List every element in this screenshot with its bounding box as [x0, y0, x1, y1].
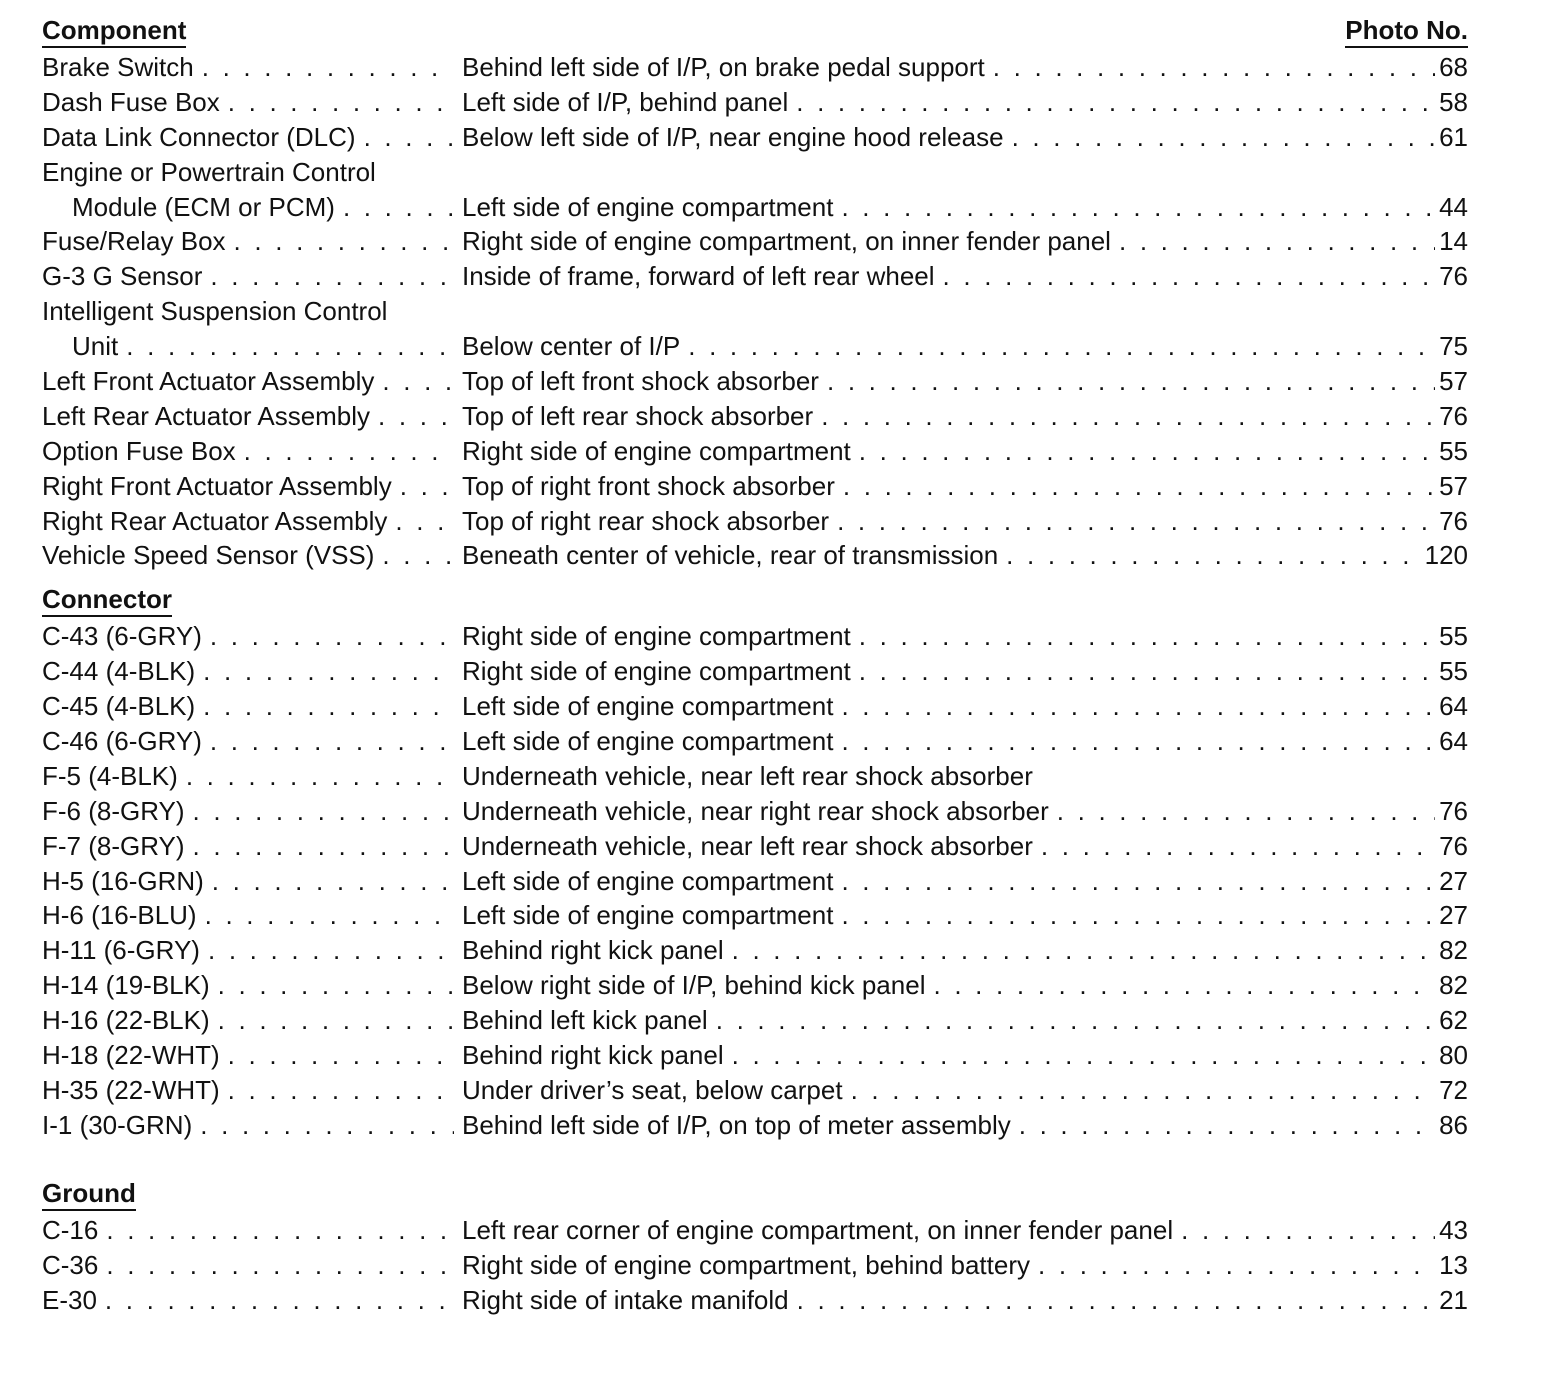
item-name: H-11 (6-GRY): [42, 935, 200, 966]
photo-number: 76: [1439, 261, 1468, 292]
leader-dots: [841, 190, 1435, 225]
photo-number: 75: [1439, 331, 1468, 362]
item-location: Right side of engine compartment: [462, 621, 851, 652]
leader-dots: [821, 399, 1435, 434]
leader-dots: [993, 50, 1435, 85]
component-row: [42, 364, 1468, 399]
ground-list: [42, 1213, 1468, 1318]
leader-dots: [841, 689, 1435, 724]
connector-row: [42, 1038, 1468, 1073]
leader-dots: [382, 364, 454, 399]
component-row: [42, 85, 1468, 120]
component-row: [42, 469, 1468, 504]
leader-dots: [228, 1038, 454, 1073]
connector-row: [42, 968, 1468, 1003]
component-row: [42, 120, 1468, 155]
leader-dots: [841, 898, 1435, 933]
connector-row: [42, 724, 1468, 759]
item-location: Top of right rear shock absorber: [462, 505, 830, 536]
leader-dots: [205, 898, 454, 933]
photo-number: 27: [1439, 865, 1468, 896]
connector-row: [42, 864, 1468, 899]
leader-dots: [400, 469, 454, 504]
leader-dots: [106, 1213, 454, 1248]
item-name: Dash Fuse Box: [42, 86, 220, 117]
photo-number: 27: [1439, 900, 1468, 931]
connector-row: [42, 1003, 1468, 1038]
component-row: [42, 224, 1468, 259]
component-row: [42, 504, 1468, 539]
leader-dots: [234, 224, 454, 259]
item-location: Right side of engine compartment, behind battery: [462, 1249, 1031, 1280]
connector-row: [42, 794, 1468, 829]
connector-row: [42, 933, 1468, 968]
component-row: [42, 434, 1468, 469]
item-location: Below center of I/P: [462, 331, 681, 362]
photo-number: 55: [1439, 435, 1468, 466]
leader-dots: [378, 399, 454, 434]
component-heading: Component: [42, 14, 186, 48]
photo-number: 82: [1439, 970, 1468, 1001]
connector-heading: Connector: [42, 583, 172, 617]
connector-row: [42, 898, 1468, 933]
photo-number: 57: [1439, 366, 1468, 397]
photo-number: 62: [1439, 1005, 1468, 1036]
leader-dots: [837, 504, 1435, 539]
connector-row: [42, 1108, 1468, 1143]
photo-number: 64: [1439, 726, 1468, 757]
photo-number: 14: [1439, 226, 1468, 257]
item-name: Brake Switch: [42, 52, 194, 82]
leader-dots: [105, 1283, 454, 1318]
photo-number: 44: [1439, 191, 1468, 222]
connector-row: [42, 829, 1468, 864]
item-location: Inside of frame, forward of left rear wheel: [462, 261, 935, 292]
item-location: Right side of engine compartment: [462, 435, 851, 466]
leader-dots: [859, 619, 1435, 654]
item-name: C-43 (6-GRY): [42, 621, 202, 652]
photo-number: 55: [1439, 656, 1468, 687]
ground-row: [42, 1283, 1468, 1318]
item-location: Behind right kick panel: [462, 935, 724, 966]
photo-number: 13: [1439, 1249, 1468, 1280]
leader-dots: [796, 85, 1435, 120]
leader-dots: [210, 724, 454, 759]
photo-number: 58: [1439, 86, 1468, 117]
leader-dots: [827, 364, 1435, 399]
component-location-index: [42, 14, 1468, 1317]
item-name: H-16 (22-BLK): [42, 1005, 210, 1036]
ground-heading: Ground: [42, 1177, 136, 1211]
item-location: Top of right front shock absorber: [462, 470, 835, 501]
leader-dots: [1119, 224, 1435, 259]
photo-number: 76: [1439, 505, 1468, 536]
leader-dots: [200, 1108, 454, 1143]
leader-dots: [186, 759, 454, 794]
item-location: Top of left front shock absorber: [462, 366, 819, 397]
item-name: H-14 (19-BLK): [42, 970, 210, 1001]
ground-header-row: [42, 1177, 1468, 1213]
leader-dots: [943, 259, 1436, 294]
photo-number: 76: [1439, 830, 1468, 861]
component-row: [42, 155, 1468, 190]
photo-number: 64: [1439, 691, 1468, 722]
leader-dots: [126, 329, 454, 364]
item-name: H-35 (22-WHT): [42, 1074, 220, 1105]
item-location: Underneath vehicle, near right rear shock absorber: [462, 795, 1049, 826]
leader-dots: [688, 329, 1435, 364]
ground-row: [42, 1248, 1468, 1283]
photo-number: 120: [1424, 540, 1468, 571]
item-location: Left side of engine compartment: [462, 691, 834, 722]
item-location: Below right side of I/P, behind kick panel: [462, 970, 926, 1001]
item-name: F-6 (8-GRY): [42, 795, 185, 826]
item-name: E-30: [42, 1284, 97, 1315]
component-list: [42, 50, 1468, 573]
item-name: Right Front Actuator Assembly: [42, 470, 392, 501]
item-name: Left Rear Actuator Assembly: [42, 400, 371, 431]
item-name: C-36: [42, 1249, 99, 1280]
item-location: Under driver’s seat, below carpet: [462, 1074, 843, 1105]
item-name: H-6 (16-BLU): [42, 900, 197, 931]
leader-dots: [1019, 1108, 1435, 1143]
component-row: [42, 329, 1468, 364]
item-name: Unit: [72, 331, 119, 362]
leader-dots: [193, 794, 454, 829]
leader-dots: [1038, 1248, 1435, 1283]
item-name: C-44 (4-BLK): [42, 656, 196, 687]
leader-dots: [1006, 538, 1420, 573]
item-name: F-5 (4-BLK): [42, 760, 178, 791]
item-location: Below left side of I/P, near engine hood release: [462, 121, 1004, 152]
leader-dots: [244, 434, 454, 469]
leader-dots: [106, 1248, 454, 1283]
leader-dots: [1041, 829, 1435, 864]
connector-row: [42, 689, 1468, 724]
item-location: Top of left rear shock absorber: [462, 400, 814, 431]
item-name: H-5 (16-GRN): [42, 865, 204, 896]
leader-dots: [933, 968, 1435, 1003]
item-location: Left side of I/P, behind panel: [462, 86, 789, 117]
leader-dots: [732, 1038, 1435, 1073]
leader-dots: [395, 504, 454, 539]
leader-dots: [797, 1283, 1435, 1318]
item-location: Behind left side of I/P, on brake pedal support: [462, 52, 985, 82]
item-location: Behind left side of I/P, on top of meter assembly: [462, 1109, 1011, 1140]
photo-number: 76: [1439, 795, 1468, 826]
item-name: Intelligent Suspension Control: [42, 296, 388, 327]
item-name: G-3 G Sensor: [42, 261, 203, 292]
item-location: Underneath vehicle, near left rear shock absorber: [462, 830, 1033, 861]
item-location: Behind right kick panel: [462, 1040, 724, 1071]
item-location: Beneath center of vehicle, rear of transmission: [462, 540, 999, 571]
item-name: C-16: [42, 1214, 99, 1245]
leader-dots: [1057, 794, 1435, 829]
item-location: Right side of engine compartment, on inner fender panel: [462, 226, 1111, 257]
leader-dots: [841, 724, 1435, 759]
connector-row: [42, 619, 1468, 654]
photo-number: 72: [1439, 1074, 1468, 1105]
item-name: C-46 (6-GRY): [42, 726, 202, 757]
item-location: Left side of engine compartment: [462, 900, 834, 931]
item-name: I-1 (30-GRN): [42, 1109, 193, 1140]
item-name: F-7 (8-GRY): [42, 830, 185, 861]
leader-dots: [382, 538, 454, 573]
photo-number: 61: [1439, 121, 1468, 152]
item-name: C-45 (4-BLK): [42, 691, 196, 722]
leader-dots: [228, 85, 454, 120]
component-row: [42, 294, 1468, 329]
leader-dots: [841, 864, 1435, 899]
leader-dots: [212, 864, 454, 899]
component-header-row: [42, 14, 1468, 50]
leader-dots: [203, 689, 454, 724]
leader-dots: [208, 933, 454, 968]
item-location: Left side of engine compartment: [462, 865, 834, 896]
photo-number: 43: [1439, 1214, 1468, 1245]
leader-dots: [193, 829, 454, 864]
photo-number: 57: [1439, 470, 1468, 501]
item-location: Left rear corner of engine compartment, on inner fender panel: [462, 1214, 1174, 1245]
connector-row: [42, 759, 1468, 794]
photo-number: 86: [1439, 1109, 1468, 1140]
photo-number: 21: [1439, 1284, 1468, 1315]
leader-dots: [1181, 1213, 1435, 1248]
leader-dots: [218, 1003, 454, 1038]
item-name: Vehicle Speed Sensor (VSS): [42, 540, 375, 571]
photo-number: 80: [1439, 1040, 1468, 1071]
item-name: Fuse/Relay Box: [42, 226, 226, 257]
leader-dots: [203, 654, 454, 689]
item-name: Option Fuse Box: [42, 435, 236, 466]
leader-dots: [218, 968, 454, 1003]
item-name: Data Link Connector (DLC): [42, 121, 356, 152]
photo-number: 76: [1439, 400, 1468, 431]
leader-dots: [851, 1073, 1436, 1108]
item-name: Left Front Actuator Assembly: [42, 366, 375, 397]
leader-dots: [732, 933, 1435, 968]
leader-dots: [343, 190, 454, 225]
item-name: Engine or Powertrain Control: [42, 156, 376, 187]
item-location: Right side of intake manifold: [462, 1284, 789, 1315]
photo-number: 82: [1439, 935, 1468, 966]
connector-header-row: [42, 583, 1468, 619]
component-row: [42, 50, 1468, 85]
leader-dots: [1012, 120, 1436, 155]
item-name: Module (ECM or PCM): [72, 191, 335, 222]
item-location: Behind left kick panel: [462, 1005, 708, 1036]
item-location: Right side of engine compartment: [462, 656, 851, 687]
leader-dots: [228, 1073, 454, 1108]
leader-dots: [716, 1003, 1435, 1038]
connector-row: [42, 1073, 1468, 1108]
item-location: Underneath vehicle, near left rear shock absorber: [462, 760, 1033, 791]
leader-dots: [210, 259, 454, 294]
component-row: [42, 190, 1468, 225]
photo-number: 68: [1439, 52, 1468, 82]
photo-no-heading: Photo No.: [1345, 14, 1468, 48]
component-row: [42, 538, 1468, 573]
leader-dots: [364, 120, 454, 155]
leader-dots: [859, 434, 1435, 469]
component-row: [42, 259, 1468, 294]
leader-dots: [210, 619, 454, 654]
connector-row: [42, 654, 1468, 689]
leader-dots: [859, 654, 1435, 689]
ground-row: [42, 1213, 1468, 1248]
component-row: [42, 399, 1468, 434]
leader-dots: [843, 469, 1435, 504]
leader-dots: [202, 50, 454, 85]
item-name: Right Rear Actuator Assembly: [42, 505, 388, 536]
item-location: Left side of engine compartment: [462, 191, 834, 222]
item-location: Left side of engine compartment: [462, 726, 834, 757]
item-name: H-18 (22-WHT): [42, 1040, 220, 1071]
connector-list: [42, 619, 1468, 1142]
photo-number: 55: [1439, 621, 1468, 652]
